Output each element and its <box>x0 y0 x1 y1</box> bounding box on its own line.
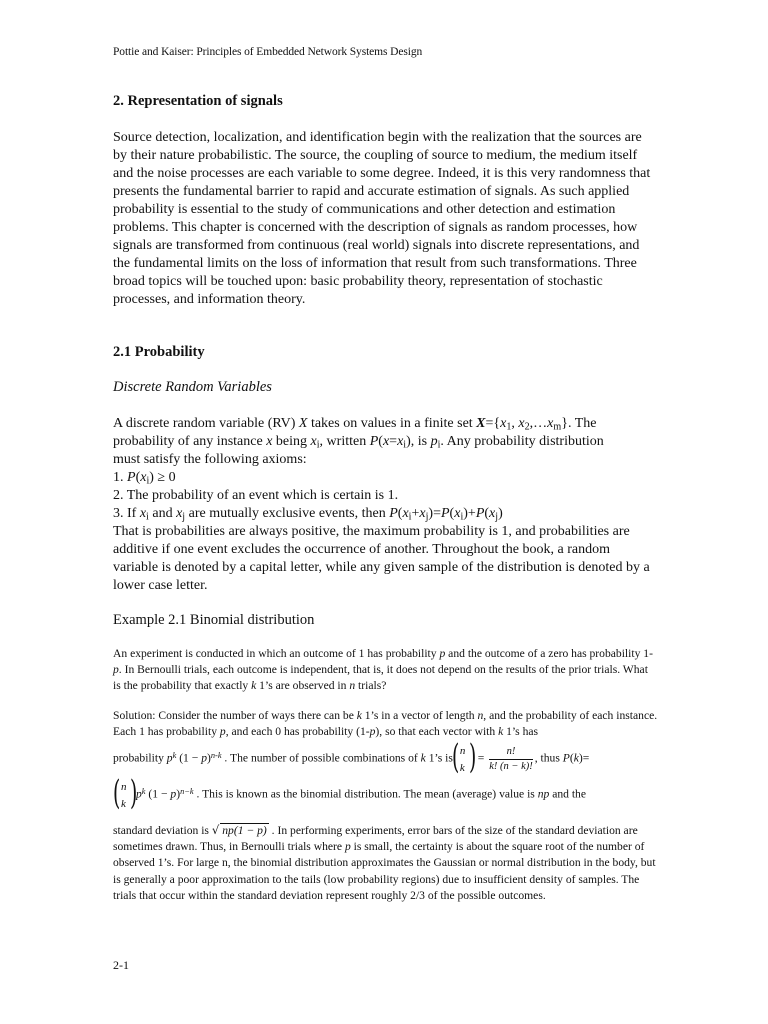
factorial-fraction: $\frac{n!}{k! (n - k)!}$ <box>489 745 533 772</box>
example-problem: An experiment is conducted in which an outcome of 1 has probability p and the outcome of a zero has probability 1-p. In Bernoulli trials, each outcome is independent, that is, it does not depend on the results of the prior trials. What is the probability that exactly k 1’s are observed in n trials? <box>113 647 653 693</box>
axiom-2: 2. The probability of an event which is certain is 1. <box>113 488 399 503</box>
solution-math-line-1: probability $p^k$ $(1 - p)^{n-k}$ . The number of possible combinations of k 1’s is ( n k ) = $\frac{n!}{k! (n - k)!}$ , thus P(k)= <box>113 737 590 778</box>
binomial-coefficient: ( n k ) <box>451 737 476 778</box>
page-number: 2-1 <box>113 958 129 972</box>
definition-line-2: probability of any instance x being $x_i$, written $P(x=x_i)$, is $p_i$. Any probability distribution <box>113 434 604 451</box>
axiom-3: 3. If $x_i$ and $x_j$ are mutually exclusive events, then $P(x_i+x_j)=P(x_i)+P(x_j)$ <box>113 506 503 523</box>
subsection-heading: 2.1 Probability <box>113 344 205 360</box>
standard-deviation-paragraph: standard deviation is √ np(1 − p) . In performing experiments, error bars of the size of the standard deviation are sometimes drawn. Thus, in Bernoulli trials where p is small, the certainty is about the square root of the number of observed 1’s. For large n, the binomial distribution approximates the Gaussian or normal distribution in the body, but is generally a poor approximation to the tails (low probability regions) due to insufficient density of samples. The trials that occur within the standard deviation represent roughly 2/3 of the possible outcomes. <box>113 823 656 902</box>
square-root-argument: np(1 − p) <box>222 824 267 837</box>
axioms-explanation: That is probabilities are always positive, the maximum probability is 1, and probabilities are additive if one event excludes the occurrence of another. Throughout the book, a random variable is denoted by a capital letter, while any given sample of the distribution is denoted by a lower case letter. <box>113 524 650 593</box>
example-title: Example 2.1 Binomial distribution <box>113 612 315 628</box>
solution-intro: Solution: Consider the number of ways there can be k 1’s in a vector of length n, and the probability of each instance. Each 1 has probability p, and each 0 has probability (1-p), so that each vector with k 1’s has <box>113 709 658 739</box>
example-solution <box>113 708 658 812</box>
axiom-1: 1. $P(x_i) \ge 0$ <box>113 470 176 487</box>
solution-math-line-2: ( n k ) $p^k$ $(1 - p)^{n-k}$ . This is known as the binomial distribution. The mean (average) value is np and the <box>112 773 586 814</box>
square-root-sign: √ <box>211 823 220 837</box>
subsubsection-heading: Discrete Random Variables <box>113 379 272 395</box>
definition-line-1: A discrete random variable (RV) X takes on values in a finite set $X=\{x_1$, $x_2,\dots x_m$}. The <box>113 416 597 433</box>
definition-line-3: must satisfy the following axioms: <box>113 452 307 467</box>
random-variable-definition <box>113 415 658 595</box>
section-heading: 2. Representation of signals <box>113 93 283 109</box>
intro-paragraph: Source detection, localization, and identification begin with the realization that the sources are by their nature probabilistic. The source, the coupling of source to medium, the medium itself and the noise processes are each variable to some degree. Indeed, it is this very randomness that presents the fundamental barrier to rapid and accurate estimation of signals. As such applied probability is essential to the study of communications and other detection and estimation problems. This chapter is concerned with the description of signals as random processes, how signals are transformed from continuous (real world) signals into discrete representations, and the fundamental limits on the loss of information that result from such transformations. Three broad topics will be touched upon: basic probability theory, representation of stochastic processes, and information theory. <box>113 130 651 307</box>
running-header: Pottie and Kaiser: Principles of Embedded Network Systems Design <box>113 46 423 58</box>
binomial-coefficient: ( n k ) <box>112 773 138 814</box>
